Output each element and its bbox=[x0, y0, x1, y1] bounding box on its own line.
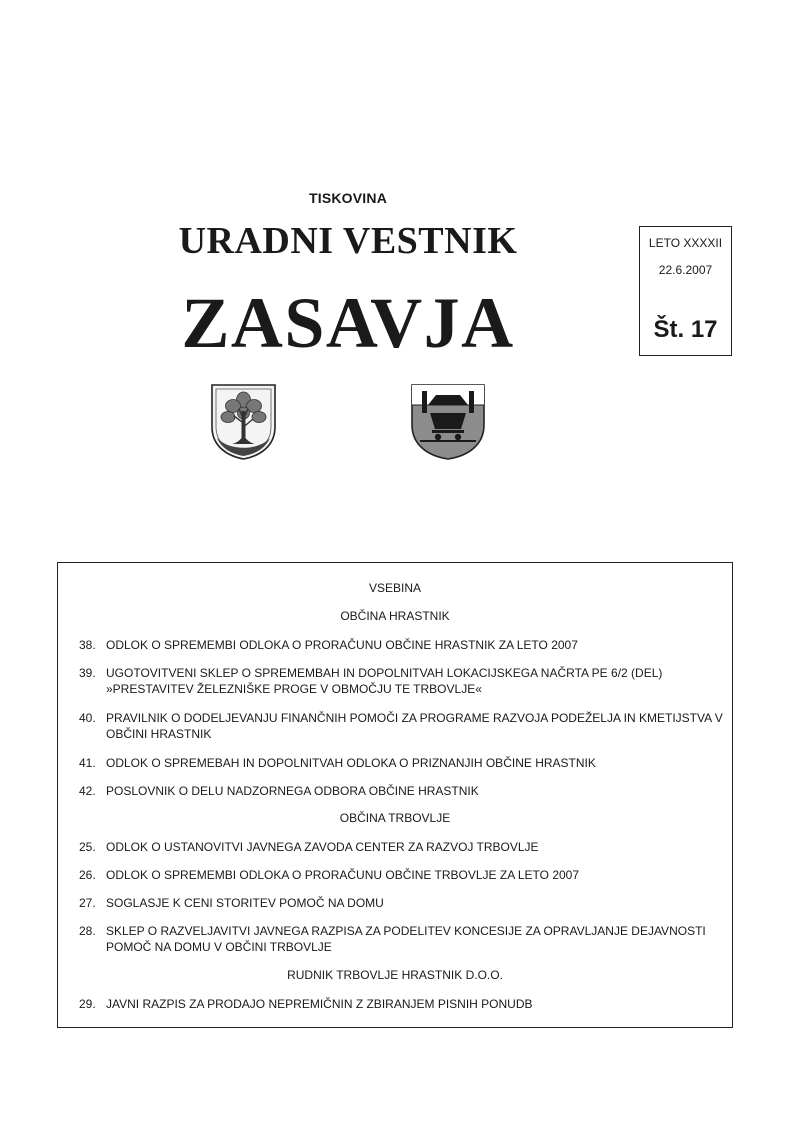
entry-number: 41. bbox=[79, 756, 96, 770]
issue-box bbox=[639, 226, 732, 356]
entry-number: 40. bbox=[79, 711, 96, 725]
entry-title: JAVNI RAZPIS ZA PRODAJO NEPREMIČNIN Z ZBIRANJEM PISNIH PONUDB bbox=[106, 997, 533, 1011]
entry-title: PRAVILNIK O DODELJEVANJU FINANČNIH POMOČI ZA PROGRAME RAZVOJA PODEŽELJA IN KMETIJSTVA V OBČINI HRASTNIK bbox=[106, 711, 723, 741]
masthead-title-line1: URADNI VESTNIK bbox=[178, 220, 518, 262]
entry-title: ODLOK O USTANOVITVI JAVNEGA ZAVODA CENTER ZA RAZVOJ TRBOVLJE bbox=[106, 840, 539, 854]
contents-heading: VSEBINA bbox=[368, 581, 422, 595]
entry-number: 26. bbox=[79, 868, 96, 882]
entry-number: 39. bbox=[79, 666, 96, 680]
entry-number: 29. bbox=[79, 997, 96, 1011]
hrastnik-coat-of-arms-icon bbox=[209, 383, 278, 461]
entry-title: POSLOVNIK O DELU NADZORNEGA ODBORA OBČINE HRASTNIK bbox=[106, 784, 479, 798]
entry-number: 38. bbox=[79, 638, 96, 652]
entry-number: 42. bbox=[79, 784, 96, 798]
issue-date: 22.6.2007 bbox=[658, 263, 713, 277]
masthead-title-line2: ZASAVJA bbox=[181, 283, 515, 363]
entry-number: 27. bbox=[79, 896, 96, 910]
section-title-hrastnik: OBČINA HRASTNIK bbox=[340, 609, 450, 623]
trbovlje-coat-of-arms-icon bbox=[410, 383, 486, 461]
entry-title: ODLOK O SPREMEMBI ODLOKA O PRORAČUNU OBČINE TRBOVLJE ZA LETO 2007 bbox=[106, 868, 580, 882]
issue-number: Št. 17 bbox=[653, 316, 718, 343]
entry-title: UGOTOVITVENI SKLEP O SPREMEMBAH IN DOPOLNITVAH LOKACIJSKEGA NAČRTA PE 6/2 (DEL) »PRESTAVITEV ŽELEZNIŠKE PROGE V OBMOČJU TE TRBOVLJE« bbox=[106, 666, 663, 696]
contents-box bbox=[57, 562, 733, 1028]
issue-year: LETO XXXXII bbox=[648, 236, 723, 250]
section-title-trbovlje: OBČINA TRBOVLJE bbox=[339, 811, 451, 825]
entry-title: SKLEP O RAZVELJAVITVI JAVNEGA RAZPISA ZA PODELITEV KONCESIJE ZA OPRAVLJANJE DEJAVNOSTI POMOČ NA DOMU V OBČINI TRBOVLJE bbox=[106, 924, 706, 954]
entry-title: SOGLASJE K CENI STORITEV POMOČ NA DOMU bbox=[106, 896, 384, 910]
entry-title: ODLOK O SPREMEMBI ODLOKA O PRORAČUNU OBČINE HRASTNIK ZA LETO 2007 bbox=[106, 638, 578, 652]
entry-title: ODLOK O SPREMEBAH IN DOPOLNITVAH ODLOKA O PRIZNANJIH OBČINE HRASTNIK bbox=[106, 756, 596, 770]
section-title-rudnik: RUDNIK TRBOVLJE HRASTNIK D.O.O. bbox=[287, 968, 503, 982]
entry-number: 28. bbox=[79, 924, 96, 938]
masthead-kicker: TISKOVINA bbox=[308, 190, 388, 206]
entry-number: 25. bbox=[79, 840, 96, 854]
